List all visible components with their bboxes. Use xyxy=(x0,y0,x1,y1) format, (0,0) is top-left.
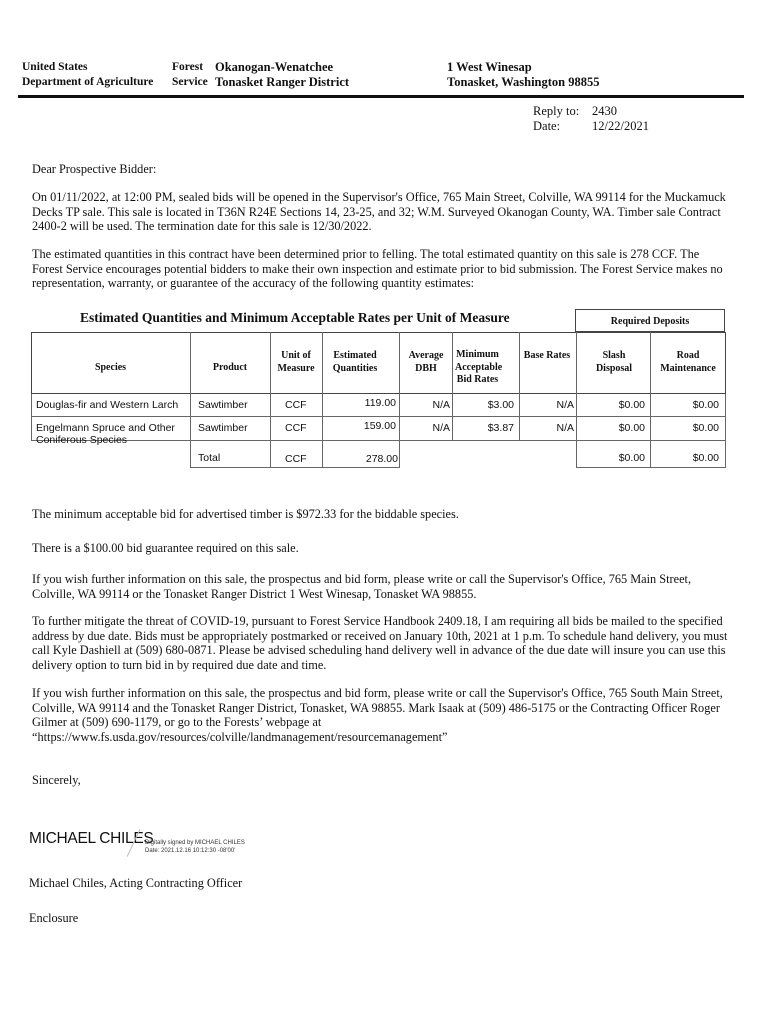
th-unit: Unit of Measure xyxy=(277,350,315,374)
paragraph-covid: To further mitigate the threat of COVID-19, pursuant to Forest Service Handbook 2409.18, I am requiring all bids be mailed to the specified address by due date. Bids must be appropriately postmarked or received on January 10th, 2021 at 1 p.m. To schedule hand delivery, you must call Kyle Dashiell at (509) 680-0871. Please be advised scheduling hand delivery well in advance of the due date will insure you can use this delivery option to turn bid in by required due date and time. xyxy=(32,614,728,672)
forest-name: Okanogan-Wenatchee xyxy=(215,60,334,74)
table-row-1-min-rate: $3.00 xyxy=(487,399,514,411)
paragraph-estimates: The estimated quantities in this contract have been determined prior to felling. The total estimated quantity on this sale is 278 CCF. The Forest Service encourages potential bidders to make their own inspection and estimate prior to bid submission. The Forest Service makes no representation, warranty, or guarantee of the accuracy of the following quantity estimates: xyxy=(32,247,723,291)
date-label: Date: xyxy=(533,119,561,133)
th-base-rates: Base Rates xyxy=(523,350,571,361)
signature-note2: Date: 2021.12.16 10:12:30 -08'00' xyxy=(145,848,236,854)
table-row-2-min-rate: $3.87 xyxy=(487,422,514,434)
table-row-1-dbh: N/A xyxy=(432,399,450,411)
paragraph-sale-opening: On 01/11/2022, at 12:00 PM, sealed bids will be opened in the Supervisor's Office, 765 Main Street, Colville, WA 99114 for the Muckamuck Decks TP sale. This sale is located in T36N R24E Sections 14, 23-25, and 32; W.M. Surveyed Okanogan County, WA. Timber sale Contract 2400-2 will be used. The termination date for this sale is 12/30/2022. xyxy=(32,190,726,234)
header-rule xyxy=(18,95,744,98)
service-line2: Service xyxy=(172,76,208,88)
th-dbh: Average DBH xyxy=(408,350,444,374)
reply-value: 2430 xyxy=(592,104,617,118)
th-quantities: Estimated Quantities xyxy=(332,350,378,374)
closing: Sincerely, xyxy=(32,773,81,787)
address-line1: 1 West Winesap xyxy=(447,60,532,74)
signer-line: Michael Chiles, Acting Contracting Officer xyxy=(29,876,243,890)
reply-label: Reply to: xyxy=(533,104,580,118)
table-total-label: Total xyxy=(198,452,221,464)
table-row-2-base-rate: N/A xyxy=(556,422,574,434)
th-species: Species xyxy=(94,362,127,373)
table-title: Estimated Quantities and Minimum Acceptable Rates per Unit of Measure xyxy=(80,310,510,325)
salutation: Dear Prospective Bidder: xyxy=(32,162,157,176)
table-row-1-product: Sawtimber xyxy=(198,399,248,411)
paragraph-min-bid: The minimum acceptable bid for advertised timber is $972.33 for the biddable species. xyxy=(32,507,459,521)
table-row-2-quantity: 159.00 xyxy=(363,420,396,432)
table-row-1-unit: CCF xyxy=(285,399,307,411)
table-row-1-base-rate: N/A xyxy=(556,399,574,411)
signature-note1: Digitally signed by MICHAEL CHILES xyxy=(145,840,245,846)
date-value: 12/22/2021 xyxy=(592,119,649,133)
table-row-2-product: Sawtimber xyxy=(198,422,248,434)
paragraph-contacts: If you wish further information on this sale, the prospectus and bid form, please write or call the Supervisor's Office, 765 South Main Street, Colville, WA 99114 and the Tonasket Ranger District, Tonasket, WA 98855. Mark Isaak at (509) 486-5175 or the Contracting Officer Roger Gilmer at (509) 690-1179, or go to the Forests’ webpage at “https://www.fs.usda.gov/resources/colville/landmanagement/resourcemanagement” xyxy=(32,686,723,744)
address-block xyxy=(447,60,599,90)
table-row-1-species: Douglas-fir and Western Larch xyxy=(36,399,179,411)
th-slash: Slash Disposal xyxy=(595,350,633,374)
table-row-2-species: Engelmann Spruce and Other Coniferous Species xyxy=(36,422,175,446)
table-row-1-quantity: 119.00 xyxy=(364,397,396,409)
th-min-rates: Minimum Acceptable Bid Rates xyxy=(455,349,503,385)
table-row-2-dbh: N/A xyxy=(432,422,450,434)
address-line2: Tonasket, Washington 98855 xyxy=(447,75,600,89)
paragraph-bid-guarantee: There is a $100.00 bid guarantee required on this sale. xyxy=(32,541,299,555)
signature-details xyxy=(145,839,245,855)
table-total-slash: $0.00 xyxy=(618,452,645,464)
deposits-title: Required Deposits xyxy=(610,316,690,327)
th-product: Product xyxy=(212,362,248,373)
table-total-unit: CCF xyxy=(285,453,307,465)
service-line1: Forest xyxy=(172,61,204,73)
enclosure: Enclosure xyxy=(29,911,79,925)
agency-line1: United States xyxy=(22,61,88,73)
district-name: Tonasket Ranger District xyxy=(215,75,350,89)
table-row-1-road: $0.00 xyxy=(692,399,719,411)
reply-block xyxy=(533,104,649,134)
service-block xyxy=(172,60,208,90)
table-row-2-road: $0.00 xyxy=(692,422,719,434)
forest-block xyxy=(215,60,349,90)
agency-block xyxy=(22,60,153,90)
th-road: Road Maintenance xyxy=(660,350,716,374)
paragraph-further-info: If you wish further information on this sale, the prospectus and bid form, please write or call the Supervisor's Office, 765 Main Street, Colville, WA 99114 or the Tonasket Ranger District 1 West Winesap, Tonasket WA 98855. xyxy=(32,572,692,601)
table-total-quantity: 278.00 xyxy=(365,453,398,465)
agency-line2: Department of Agriculture xyxy=(22,76,154,88)
signature-name: MICHAEL CHILES xyxy=(29,830,154,847)
table-total-road: $0.00 xyxy=(692,452,719,464)
table-row-2-unit: CCF xyxy=(285,422,307,434)
table-row-1-slash: $0.00 xyxy=(618,399,645,411)
table-row-2-slash: $0.00 xyxy=(618,422,645,434)
